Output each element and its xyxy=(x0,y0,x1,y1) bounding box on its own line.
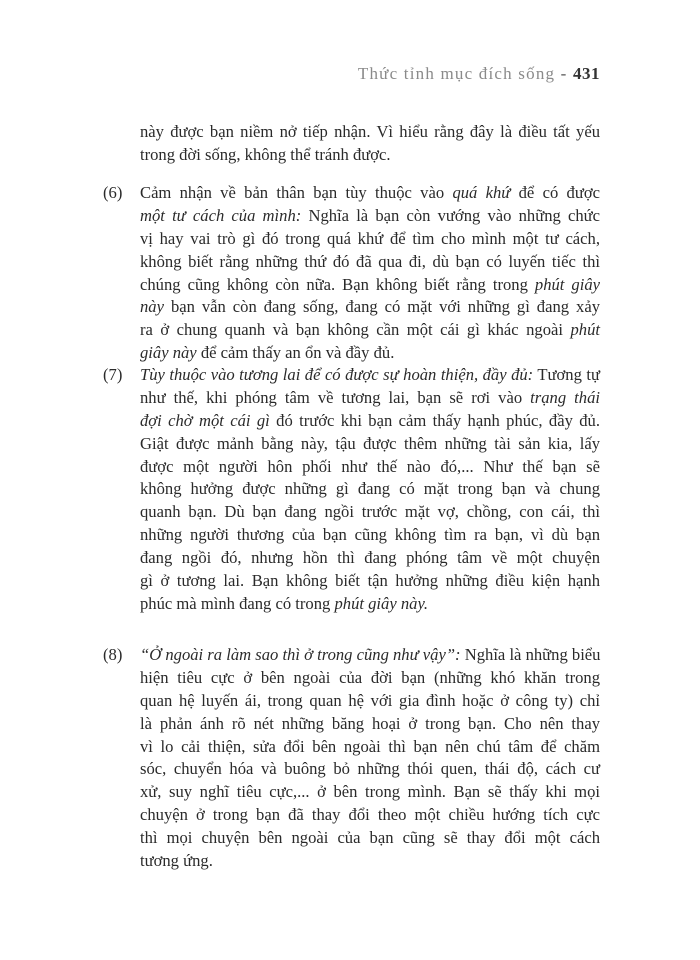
text-line xyxy=(140,144,600,167)
text-run: quan hệ luyến ái, trong quan hệ với gia đình hoặc ở công ty) chỉ xyxy=(140,690,600,710)
text-run: sóc, chuyển hóa và buông bỏ những thói quen, thái độ, cách cư xyxy=(140,759,600,779)
text-line xyxy=(140,713,600,736)
text-run: đó trước khi bạn cảm thấy hạnh phúc, đầy đủ. xyxy=(269,410,600,430)
paragraph-body xyxy=(140,364,600,616)
text-run: quanh bạn. Dù bạn đang ngồi trước mặt vợ, chồng, con cái, thì xyxy=(140,502,600,522)
text-run: Giật được mảnh bằng này, tậu được thêm những tài sản kia, lấy xyxy=(140,433,600,453)
text-line xyxy=(140,804,600,827)
text-line xyxy=(140,781,600,804)
text-run: trong đời sống, không thể tránh được. xyxy=(140,144,391,164)
text-line xyxy=(140,296,600,319)
text-run: Nghĩa là những biểu xyxy=(460,645,601,664)
text-run: không hưởng được những gì đang có mặt trong bạn và chung xyxy=(140,479,600,499)
italic-text: phút xyxy=(570,320,600,340)
book-title: Thức tỉnh mục đích sống xyxy=(357,64,556,83)
header-separator: - xyxy=(560,64,568,83)
text-run: để có được xyxy=(510,183,600,202)
paragraph-body xyxy=(140,121,600,167)
text-line xyxy=(140,433,600,456)
text-line xyxy=(140,387,600,410)
list-marker: (8) xyxy=(103,645,123,664)
text-run: đang ngồi đó, nhưng hồn thì đang phóng tâm về một chuyện xyxy=(140,548,600,568)
text-line xyxy=(140,547,600,570)
text-line xyxy=(140,501,600,524)
italic-text: một tư cách của mình: xyxy=(140,205,302,225)
text-run: hiện tiêu cực ở bên ngoài của đời bạn (những khó khăn trong xyxy=(140,667,600,687)
text-run: vị hay vai trò gì đó trong quá khứ để tìm cho mình một tư cách, xyxy=(140,228,600,248)
text-line xyxy=(140,274,600,297)
italic-text: phút giây này. xyxy=(334,593,429,613)
text-run: tương ứng. xyxy=(140,851,213,871)
text-line xyxy=(140,478,600,501)
text-line xyxy=(140,342,600,365)
text-line xyxy=(140,644,600,667)
text-line xyxy=(140,121,600,144)
text-run: Nghĩa là bạn còn vướng vào những chức xyxy=(301,205,600,225)
text-line xyxy=(140,319,600,342)
list-marker: (7) xyxy=(103,365,123,384)
text-line xyxy=(140,593,600,616)
italic-text: trạng thái xyxy=(530,387,600,407)
italic-text: Tùy thuộc vào tương lai để có được sự hoàn thiện, đầy đủ: xyxy=(140,365,534,384)
text-run: thì mọi chuyện bên ngoài của bạn cũng sẽ thay đổi một cách xyxy=(140,828,600,848)
text-run: bạn vẫn còn đang sống, đang có mặt với những gì đang xảy xyxy=(163,297,600,317)
text-run: là phản ánh rõ nét những băng hoại ở trong bạn. Cho nên thay xyxy=(140,713,600,733)
italic-text: quá khứ xyxy=(452,183,511,202)
text-line xyxy=(140,758,600,781)
text-line xyxy=(140,736,600,759)
text-line xyxy=(140,410,600,433)
text-run: như thế, khi phóng tâm về tương lai, bạn sẽ rơi vào xyxy=(140,387,531,407)
text-line xyxy=(140,456,600,479)
text-run: phúc mà mình đang có trong xyxy=(140,593,335,613)
italic-text: đợi chờ một cái gì xyxy=(140,410,270,430)
list-item-8 xyxy=(103,644,600,873)
list-marker: (6) xyxy=(103,183,123,202)
list-item-6 xyxy=(103,182,600,365)
text-run: gì ở tương lai. Bạn không biết tận hưởng những điều kiện hạnh xyxy=(140,571,600,591)
text-run: Tương tự xyxy=(533,365,600,384)
text-line xyxy=(140,251,600,274)
italic-text: phút giây xyxy=(534,274,600,294)
running-header xyxy=(358,64,600,84)
text-line xyxy=(140,690,600,713)
italic-text: giây này xyxy=(140,343,197,363)
text-line xyxy=(140,182,600,205)
text-run: không biết rằng những thứ đó đã qua đi, dù bạn có luyến tiếc thì xyxy=(140,251,600,271)
list-item-7 xyxy=(103,364,600,616)
text-run: xử, suy nghĩ tiêu cực,... ở bên trong mình. Bạn sẽ thấy khi mọi xyxy=(140,782,600,802)
text-run: ra ở chung quanh và bạn không cần một cái gì khác ngoài xyxy=(140,320,571,340)
text-run: được một người hôn phối như thế nào đó,... Như thế bạn sẽ xyxy=(140,456,600,476)
paragraph-body xyxy=(140,644,600,873)
text-line xyxy=(140,524,600,547)
text-line xyxy=(140,205,600,228)
text-run: chuyện ở trong bạn đã thay đổi theo một chiều hướng tích cực xyxy=(140,805,600,825)
paragraph-continued xyxy=(103,121,600,167)
text-line xyxy=(140,228,600,251)
text-line xyxy=(140,827,600,850)
text-run: vì lo cải thiện, sửa đổi bên ngoài thì bạn nên chú tâm để chăm xyxy=(140,736,600,756)
text-run: Cảm nhận về bản thân bạn tùy thuộc vào xyxy=(140,183,453,202)
paragraph-body xyxy=(140,182,600,365)
text-run: những người thương của bạn cũng không tìm ra bạn, vì dù bạn xyxy=(140,525,600,545)
italic-text: này xyxy=(140,297,164,317)
page-number: 431 xyxy=(573,64,600,83)
text-line xyxy=(140,667,600,690)
text-run: để cảm thấy an ổn và đầy đủ. xyxy=(196,343,395,363)
text-line xyxy=(140,850,600,873)
text-line xyxy=(140,364,600,387)
text-run: này được bạn niềm nở tiếp nhận. Vì hiểu rằng đây là điều tất yếu xyxy=(140,122,600,141)
text-line xyxy=(140,570,600,593)
italic-text: “Ở ngoài ra làm sao thì ở trong cũng như vậy”: xyxy=(140,645,461,664)
text-run: chúng cũng không còn nữa. Bạn không biết rằng trong xyxy=(140,274,535,294)
